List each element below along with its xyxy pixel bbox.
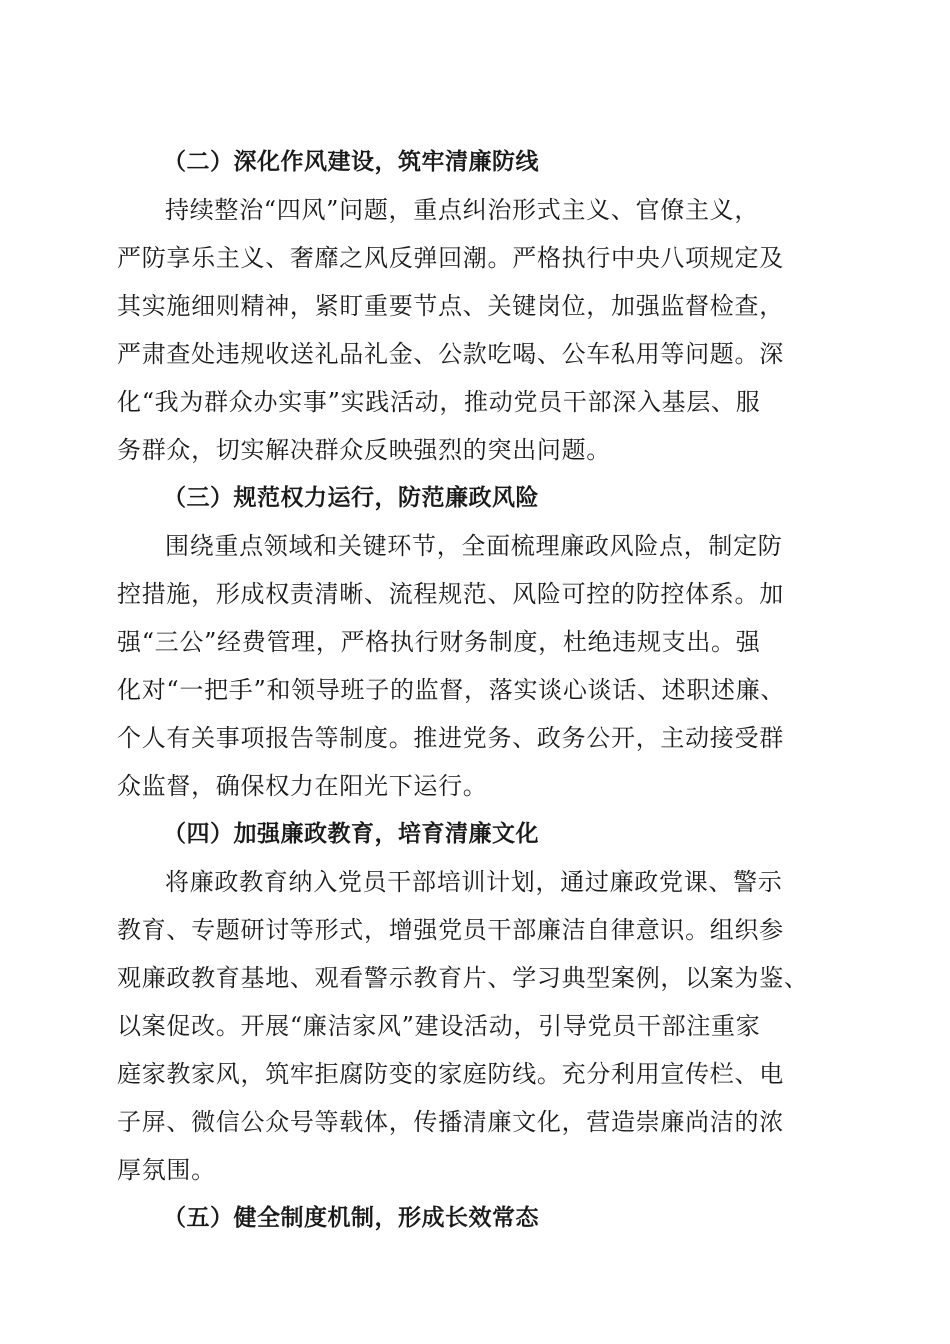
section-3 — [117, 474, 837, 810]
paragraph-line: 其实施细则精神，紧盯重要节点、关键岗位，加强监督检查， — [117, 292, 784, 320]
section-2 — [117, 138, 837, 474]
paragraph-line: 严肃查处违规收送礼品礼金、公款吃喝、公车私用等问题。深 — [117, 340, 784, 368]
paragraph-line: 众监督，确保权力在阳光下运行。 — [117, 772, 488, 800]
section-paragraph — [117, 186, 837, 474]
paragraph-line: 观廉政教育基地、观看警示教育片、学习典型案例，以案为鉴、 — [117, 964, 809, 992]
section-heading: （五）健全制度机制，形成长效常态 — [163, 1204, 539, 1231]
section-heading: （三）规范权力运行，防范廉政风险 — [163, 484, 539, 511]
paragraph-line: 强“三公”经费管理，严格执行财务制度，杜绝违规支出。强 — [117, 628, 761, 656]
section-paragraph — [117, 858, 837, 1194]
paragraph-line: 务群众，切实解决群众反映强烈的突出问题。 — [117, 436, 611, 464]
section-heading: （二）深化作风建设，筑牢清廉防线 — [163, 148, 539, 175]
section-paragraph — [117, 522, 837, 810]
paragraph-line: 将廉政教育纳入党员干部培训计划，通过廉政党课、警示 — [165, 868, 783, 896]
paragraph-line: 化“我为群众办实事”实践活动，推动党员干部深入基层、服 — [117, 388, 761, 416]
paragraph-line: 子屏、微信公众号等载体，传播清廉文化，营造崇廉尚洁的浓 — [117, 1108, 784, 1136]
paragraph-line: 化对“一把手”和领导班子的监督，落实谈心谈话、述职述廉、 — [117, 676, 786, 704]
paragraph-line: 教育、专题研讨等形式，增强党员干部廉洁自律意识。组织参 — [117, 916, 784, 944]
paragraph-line: 以案促改。开展“廉洁家风”建设活动，引导党员干部注重家 — [117, 1012, 761, 1040]
paragraph-line: 严防享乐主义、奢靡之风反弹回潮。严格执行中央八项规定及 — [117, 244, 784, 272]
section-5 — [117, 1194, 837, 1242]
document-body — [117, 138, 837, 1242]
paragraph-line: 持续整治“四风”问题，重点纠治形式主义、官僚主义， — [165, 196, 760, 224]
section-heading: （四）加强廉政教育，培育清廉文化 — [163, 820, 539, 847]
paragraph-line: 个人有关事项报告等制度。推进党务、政务公开，主动接受群 — [117, 724, 784, 752]
paragraph-line: 控措施，形成权责清晰、流程规范、风险可控的防控体系。加 — [117, 580, 784, 608]
section-4 — [117, 810, 837, 1194]
paragraph-line: 庭家教家风，筑牢拒腐防变的家庭防线。充分利用宣传栏、电 — [117, 1060, 784, 1088]
paragraph-line: 围绕重点领域和关键环节，全面梳理廉政风险点，制定防 — [165, 532, 783, 560]
paragraph-line: 厚氛围。 — [117, 1156, 216, 1184]
